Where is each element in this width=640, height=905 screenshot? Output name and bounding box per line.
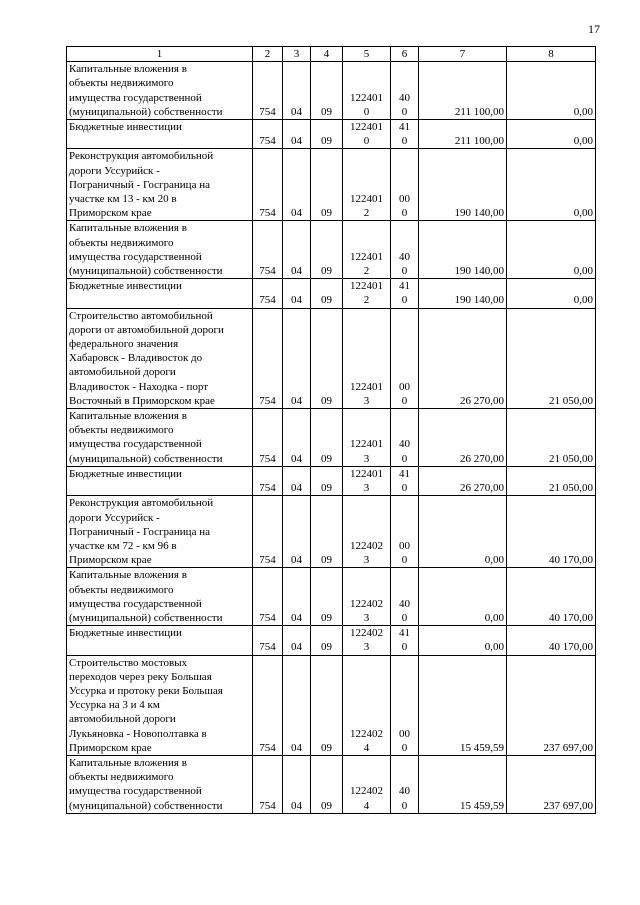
target-article-cell: 122402 3 (343, 626, 391, 655)
subsection-code-cell: 09 (311, 221, 343, 279)
section-code-cell: 04 (283, 655, 311, 755)
row-name-cell (67, 279, 253, 308)
section-code-cell: 04 (283, 496, 311, 568)
admin-code-cell: 754 (253, 568, 283, 626)
column-header: 6 (391, 47, 419, 62)
section-code-cell: 04 (283, 409, 311, 467)
table-row (67, 120, 596, 149)
row-name-line: Бюджетные инвестиции (69, 121, 182, 134)
row-name-line: дороги от автомобильной дороги (69, 323, 224, 336)
row-name-line: Капитальные вложения в (69, 756, 187, 769)
row-name-line: Бюджетные инвестиции (69, 467, 182, 480)
amount-cell: 21 050,00 (507, 308, 596, 408)
admin-code-cell: 754 (253, 221, 283, 279)
table-row (67, 409, 596, 467)
target-article-cell: 122401 3 (343, 466, 391, 495)
row-name-line: Бюджетные инвестиции (69, 280, 182, 293)
row-name-line: автомобильной дороги (69, 366, 176, 379)
table-row (67, 62, 596, 120)
admin-code-cell: 754 (253, 308, 283, 408)
admin-code-cell: 754 (253, 626, 283, 655)
row-name-line: Владивосток - Находка - порт (69, 380, 209, 393)
amount-cell: 40 170,00 (507, 568, 596, 626)
amount-cell: 40 170,00 (507, 496, 596, 568)
row-name-line: (муниципальной) собственности (69, 799, 223, 812)
row-name-line: (муниципальной) собственности (69, 611, 223, 624)
row-name-line: Строительство автомобильной (69, 309, 213, 322)
row-name-line: Уссурка на 3 и 4 км (69, 699, 160, 712)
row-name-line: объекты недвижимого (69, 236, 174, 249)
admin-code-cell: 754 (253, 279, 283, 308)
row-name-line: Пограничный - Госграница на (69, 525, 210, 538)
admin-code-cell: 754 (253, 655, 283, 755)
row-name-line: (муниципальной) собственности (69, 452, 223, 465)
row-name-line: Капитальные вложения в (69, 63, 187, 76)
column-header: 7 (419, 47, 507, 62)
row-name-line: имущества государственной (69, 91, 202, 104)
section-code-cell: 04 (283, 221, 311, 279)
admin-code-cell: 754 (253, 149, 283, 221)
table-header-row (67, 47, 596, 62)
subsection-code-cell: 09 (311, 149, 343, 221)
admin-code-cell: 754 (253, 496, 283, 568)
table-body (67, 62, 596, 814)
target-article-cell: 122402 3 (343, 496, 391, 568)
table-row (67, 308, 596, 408)
row-name-line: дороги Уссурийск - (69, 164, 160, 177)
row-name-line: Бюджетные инвестиции (69, 627, 182, 640)
row-name-line: объекты недвижимого (69, 424, 174, 437)
row-name-line: Уссурка и протоку реки Большая (69, 684, 223, 697)
row-name-cell (67, 62, 253, 120)
expense-type-cell: 41 0 (391, 279, 419, 308)
row-name-line: автомобильной дороги (69, 713, 176, 726)
row-name-line: федерального значения (69, 338, 179, 351)
section-code-cell: 04 (283, 308, 311, 408)
row-name-line: Капитальные вложения в (69, 410, 187, 423)
row-name-line: объекты недвижимого (69, 771, 174, 784)
row-name-cell (67, 626, 253, 655)
admin-code-cell: 754 (253, 120, 283, 149)
row-name-line: (муниципальной) собственности (69, 265, 223, 278)
subsection-code-cell: 09 (311, 755, 343, 813)
row-name-cell (67, 755, 253, 813)
column-header: 4 (311, 47, 343, 62)
column-header: 5 (343, 47, 391, 62)
subsection-code-cell: 09 (311, 568, 343, 626)
table-row (67, 755, 596, 813)
table-row (67, 626, 596, 655)
row-name-line: участке км 13 - км 20 в (69, 193, 177, 206)
table-row (67, 221, 596, 279)
row-name-line: Реконструкция автомобильной (69, 150, 214, 163)
expense-type-cell: 41 0 (391, 466, 419, 495)
target-article-cell: 122401 0 (343, 120, 391, 149)
row-name-line: имущества государственной (69, 785, 202, 798)
column-header: 8 (507, 47, 596, 62)
amount-cell: 0,00 (507, 120, 596, 149)
row-name-line: Строительство мостовых (69, 656, 188, 669)
row-name-line: дороги Уссурийск - (69, 511, 160, 524)
row-name-cell (67, 149, 253, 221)
amount-cell: 26 270,00 (419, 409, 507, 467)
row-name-line: имущества государственной (69, 597, 202, 610)
expense-type-cell: 00 0 (391, 655, 419, 755)
target-article-cell: 122401 2 (343, 149, 391, 221)
expense-type-cell: 41 0 (391, 120, 419, 149)
row-name-line: Капитальные вложения в (69, 569, 187, 582)
amount-cell: 15 459,59 (419, 655, 507, 755)
row-name-line: переходов через реку Большая (69, 670, 212, 683)
table-row (67, 496, 596, 568)
amount-cell: 190 140,00 (419, 149, 507, 221)
amount-cell: 15 459,59 (419, 755, 507, 813)
column-header: 2 (253, 47, 283, 62)
row-name-line: Капитальные вложения в (69, 222, 187, 235)
subsection-code-cell: 09 (311, 626, 343, 655)
subsection-code-cell: 09 (311, 120, 343, 149)
amount-cell: 211 100,00 (419, 62, 507, 120)
section-code-cell: 04 (283, 755, 311, 813)
row-name-line: имущества государственной (69, 250, 202, 263)
amount-cell: 237 697,00 (507, 755, 596, 813)
subsection-code-cell: 09 (311, 409, 343, 467)
row-name-line: Пограничный - Госграница на (69, 178, 210, 191)
row-name-line: Приморском крае (69, 207, 152, 220)
row-name-line: участке км 72 - км 96 в (69, 539, 177, 552)
amount-cell: 26 270,00 (419, 308, 507, 408)
amount-cell: 0,00 (419, 626, 507, 655)
row-name-line: (муниципальной) собственности (69, 105, 223, 118)
amount-cell: 21 050,00 (507, 466, 596, 495)
amount-cell: 0,00 (507, 62, 596, 120)
row-name-line: объекты недвижимого (69, 583, 174, 596)
row-name-cell (67, 655, 253, 755)
admin-code-cell: 754 (253, 466, 283, 495)
target-article-cell: 122402 3 (343, 568, 391, 626)
admin-code-cell: 754 (253, 409, 283, 467)
target-article-cell: 122402 4 (343, 655, 391, 755)
table-row (67, 568, 596, 626)
row-name-line: Хабаровск - Владивосток до (69, 352, 203, 365)
amount-cell: 40 170,00 (507, 626, 596, 655)
row-name-line: имущества государственной (69, 438, 202, 451)
row-name-line: Восточный в Приморском крае (69, 394, 215, 407)
amount-cell: 190 140,00 (419, 279, 507, 308)
amount-cell: 0,00 (419, 568, 507, 626)
amount-cell: 237 697,00 (507, 655, 596, 755)
expense-type-cell: 40 0 (391, 221, 419, 279)
row-name-cell (67, 409, 253, 467)
row-name-line: Приморском крае (69, 741, 152, 754)
row-name-cell (67, 308, 253, 408)
table-row (67, 655, 596, 755)
column-header: 3 (283, 47, 311, 62)
row-name-line: Реконструкция автомобильной (69, 497, 214, 510)
amount-cell: 21 050,00 (507, 409, 596, 467)
table-row (67, 279, 596, 308)
expense-type-cell: 41 0 (391, 626, 419, 655)
subsection-code-cell: 09 (311, 496, 343, 568)
target-article-cell: 122401 0 (343, 62, 391, 120)
row-name-cell (67, 466, 253, 495)
amount-cell: 211 100,00 (419, 120, 507, 149)
page-number: 17 (588, 22, 600, 36)
expense-type-cell: 40 0 (391, 755, 419, 813)
expense-type-cell: 00 0 (391, 496, 419, 568)
section-code-cell: 04 (283, 466, 311, 495)
section-code-cell: 04 (283, 279, 311, 308)
target-article-cell: 122401 2 (343, 279, 391, 308)
amount-cell: 0,00 (419, 496, 507, 568)
expense-type-cell: 40 0 (391, 62, 419, 120)
subsection-code-cell: 09 (311, 62, 343, 120)
column-header: 1 (67, 47, 253, 62)
expense-type-cell: 40 0 (391, 568, 419, 626)
admin-code-cell: 754 (253, 755, 283, 813)
expense-type-cell: 00 0 (391, 308, 419, 408)
amount-cell: 0,00 (507, 149, 596, 221)
amount-cell: 26 270,00 (419, 466, 507, 495)
row-name-cell (67, 496, 253, 568)
target-article-cell: 122401 3 (343, 409, 391, 467)
expense-type-cell: 40 0 (391, 409, 419, 467)
section-code-cell: 04 (283, 568, 311, 626)
amount-cell: 190 140,00 (419, 221, 507, 279)
row-name-line: Лукьяновка - Новополтавка в (69, 727, 207, 740)
amount-cell: 0,00 (507, 279, 596, 308)
section-code-cell: 04 (283, 626, 311, 655)
subsection-code-cell: 09 (311, 308, 343, 408)
table-row (67, 149, 596, 221)
row-name-line: Приморском крае (69, 554, 152, 567)
subsection-code-cell: 09 (311, 279, 343, 308)
budget-table (66, 46, 596, 814)
target-article-cell: 122401 3 (343, 308, 391, 408)
subsection-code-cell: 09 (311, 655, 343, 755)
row-name-cell (67, 568, 253, 626)
section-code-cell: 04 (283, 62, 311, 120)
section-code-cell: 04 (283, 120, 311, 149)
amount-cell: 0,00 (507, 221, 596, 279)
table-row (67, 466, 596, 495)
row-name-cell (67, 221, 253, 279)
admin-code-cell: 754 (253, 62, 283, 120)
expense-type-cell: 00 0 (391, 149, 419, 221)
section-code-cell: 04 (283, 149, 311, 221)
subsection-code-cell: 09 (311, 466, 343, 495)
row-name-line: объекты недвижимого (69, 77, 174, 90)
row-name-cell (67, 120, 253, 149)
target-article-cell: 122402 4 (343, 755, 391, 813)
target-article-cell: 122401 2 (343, 221, 391, 279)
